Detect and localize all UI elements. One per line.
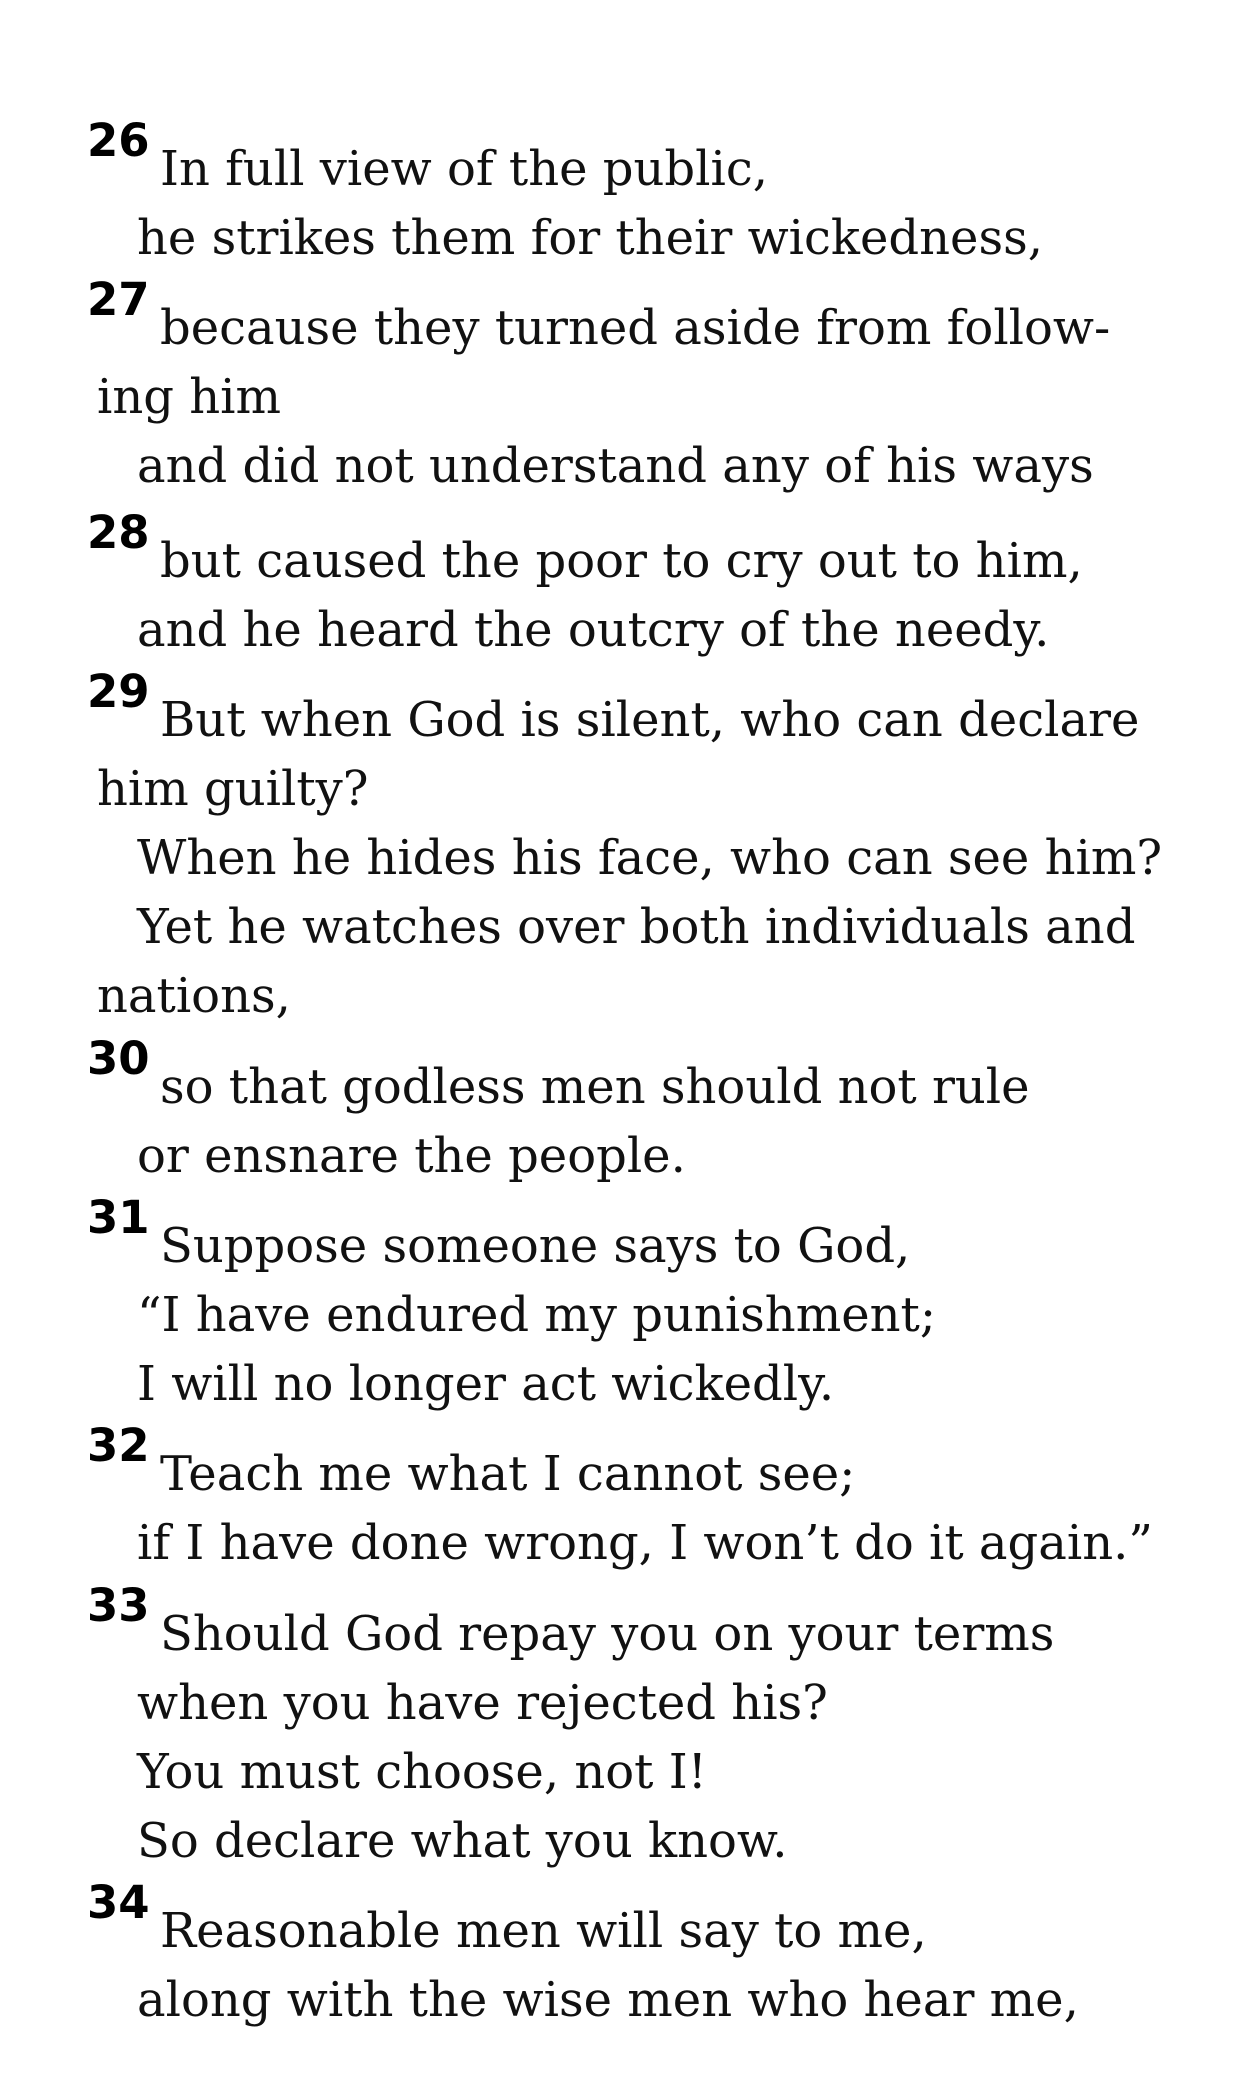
verse-line: because they turned aside from follow- xyxy=(160,300,1111,356)
verse-number: 31 xyxy=(87,1191,150,1244)
verse-line: Should God repay you on your terms xyxy=(160,1606,1055,1662)
verse-line: but caused the poor to cry out to him, xyxy=(160,533,1083,589)
verse-line: Teach me what I cannot see; xyxy=(160,1446,856,1502)
verse-number: 26 xyxy=(87,114,150,167)
verse-line: and he heard the outcry of the needy. xyxy=(137,602,1050,658)
verse-number: 29 xyxy=(87,665,150,718)
verse-line: if I have done wrong, I won’t do it again.” xyxy=(137,1515,1153,1571)
verse-number: 28 xyxy=(87,506,150,559)
verse-line: ing him xyxy=(97,369,282,425)
verse-line: or ensnare the people. xyxy=(137,1128,686,1184)
verse-line: Reasonable men will say to me, xyxy=(160,1903,927,1959)
verse-line: In full view of the public, xyxy=(160,141,768,197)
verse-line: nations, xyxy=(97,968,291,1024)
verse-line: him guilty? xyxy=(97,761,369,817)
verse-line: When he hides his face, who can see him? xyxy=(137,830,1163,886)
verse-number: 32 xyxy=(87,1419,150,1472)
verse-line: You must choose, not I! xyxy=(137,1744,707,1800)
verse-line: So declare what you know. xyxy=(137,1813,788,1869)
verse-number: 30 xyxy=(87,1032,150,1085)
verse-line: “I have endured my punishment; xyxy=(137,1287,937,1343)
verse-line: Yet he watches over both individuals and xyxy=(137,899,1136,955)
verse-line: I will no longer act wickedly. xyxy=(137,1356,835,1412)
verse-line: so that godless men should not rule xyxy=(160,1059,1030,1115)
verse-line: he strikes them for their wickedness, xyxy=(137,210,1043,266)
verse-line: and did not understand any of his ways xyxy=(137,438,1094,494)
verse-number: 27 xyxy=(87,273,150,326)
verse-line: Suppose someone says to God, xyxy=(160,1218,911,1274)
verse-number: 33 xyxy=(87,1579,150,1632)
verse-number: 34 xyxy=(87,1876,150,1929)
verse-line: But when God is silent, who can declare xyxy=(160,692,1140,748)
verse-line: when you have rejected his? xyxy=(137,1675,828,1731)
verse-line: along with the wise men who hear me, xyxy=(137,1972,1079,2028)
